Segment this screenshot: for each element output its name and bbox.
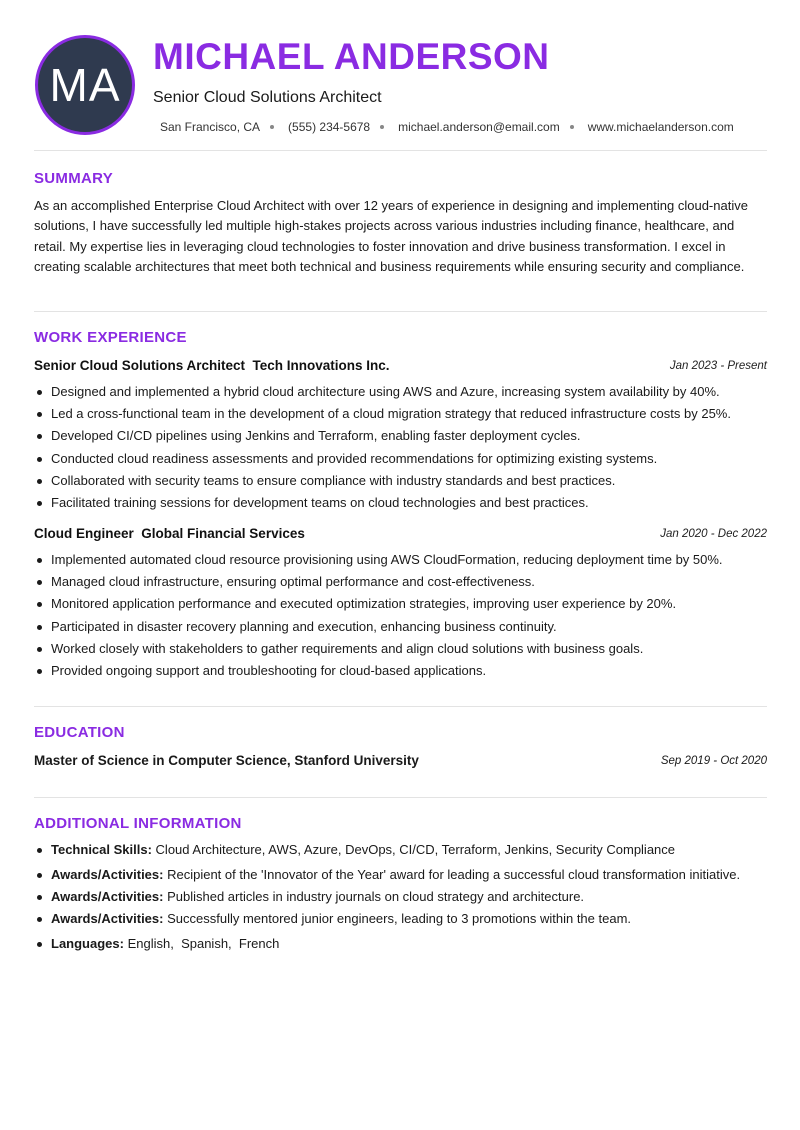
- list-item: Conducted cloud readiness assessments and provided recommendations for optimizing existing systems.: [34, 448, 774, 470]
- list-item: Developed CI/CD pipelines using Jenkins and Terraform, enabling faster deployment cycles.: [34, 425, 774, 447]
- info-value: Cloud Architecture, AWS, Azure, DevOps, CI/CD, Terraform, Jenkins, Security Compliance: [155, 842, 676, 857]
- list-item: Provided ongoing support and troubleshooting for cloud-based applications.: [34, 660, 774, 682]
- education-heading: EDUCATION: [34, 724, 125, 741]
- list-item: [34, 889, 774, 911]
- candidate-name: MICHAEL ANDERSON: [153, 36, 550, 77]
- candidate-title: Senior Cloud Solutions Architect: [153, 89, 382, 106]
- additional-heading: ADDITIONAL INFORMATION: [34, 815, 242, 832]
- job-title: [34, 526, 305, 541]
- list-item: Monitored application performance and executed optimization strategies, improving user experience by 20%.: [34, 593, 774, 615]
- list-item: [34, 867, 774, 889]
- divider: [34, 311, 767, 312]
- info-label: Technical Skills:: [51, 842, 152, 857]
- contact-phone[interactable]: (555) 234-5678: [288, 120, 371, 134]
- list-item: Worked closely with stakeholders to gather requirements and align cloud solutions with business goals.: [34, 638, 774, 660]
- contact-location: San Francisco, CA: [160, 120, 261, 134]
- list-item: Led a cross-functional team in the development of a cloud migration strategy that reduced infrastructure costs by 25%.: [34, 403, 774, 425]
- info-value: Successfully mentored junior engineers, leading to 3 promotions within the team.: [167, 911, 632, 926]
- job-dates: Jan 2020 - Dec 2022: [660, 528, 767, 540]
- separator-dot: [570, 125, 574, 129]
- divider: [34, 150, 767, 151]
- list-item: [34, 936, 774, 958]
- contact-website[interactable]: www.michaelanderson.com: [587, 120, 734, 134]
- info-label: Awards/Activities:: [51, 911, 164, 926]
- job-title: [34, 358, 390, 373]
- list-item: Implemented automated cloud resource provisioning using AWS CloudFormation, reducing deployment time by 50%.: [34, 549, 774, 571]
- list-item: [34, 911, 774, 936]
- summary-text: As an accomplished Enterprise Cloud Architect with over 12 years of experience in designing and implementing cloud-native solutions, I have successfully led multiple high-stakes projects across various industries including finance, healthcare, and retail. My expertise lies in leveraging cloud technologies to foster innovation and drive business transformation. I excel in creating scalable architectures that meet both technical and business requirements while ensuring security and compliance.: [34, 198, 748, 275]
- list-item: Designed and implemented a hybrid cloud architecture using AWS and Azure, increasing system availability by 40%.: [34, 381, 774, 403]
- list-item: Collaborated with security teams to ensure compliance with industry standards and best practices.: [34, 470, 774, 492]
- separator-dot: [380, 125, 384, 129]
- contact-bar: [160, 120, 734, 134]
- avatar-initials: MA: [49, 59, 121, 111]
- list-item: [34, 842, 774, 867]
- job-header: [34, 358, 767, 376]
- divider: [34, 797, 767, 798]
- education-dates: Sep 2019 - Oct 2020: [660, 755, 767, 767]
- job-bullets: [34, 549, 774, 682]
- list-item: Participated in disaster recovery planning and execution, enhancing business continuity.: [34, 616, 774, 638]
- divider: [34, 706, 767, 707]
- info-value: English, Spanish, French: [127, 936, 280, 951]
- job-role: Senior Cloud Solutions Architect: [34, 358, 246, 373]
- job-role: Cloud Engineer: [34, 526, 134, 541]
- info-label: Languages:: [51, 936, 124, 951]
- job-bullets: [34, 381, 774, 514]
- info-label: Awards/Activities:: [51, 867, 164, 882]
- list-item: Managed cloud infrastructure, ensuring optimal performance and cost-effectiveness.: [34, 571, 774, 593]
- info-value: Recipient of the 'Innovator of the Year' award for leading a successful cloud transformation initiative.: [167, 867, 741, 882]
- job-company: Global Financial Services: [141, 526, 305, 541]
- job-dates: Jan 2023 - Present: [669, 360, 767, 372]
- education-degree: Master of Science in Computer Science, Stanford University: [34, 753, 419, 768]
- info-value: Published articles in industry journals on cloud strategy and architecture.: [167, 889, 585, 904]
- contact-email[interactable]: michael.anderson@email.com: [398, 120, 560, 134]
- summary-heading: SUMMARY: [34, 170, 114, 187]
- info-label: Awards/Activities:: [51, 889, 164, 904]
- job-company: Tech Innovations Inc.: [252, 358, 390, 373]
- additional-list: [34, 842, 774, 958]
- job-header: [34, 526, 767, 544]
- separator-dot: [270, 125, 274, 129]
- list-item: Facilitated training sessions for development teams on cloud technologies and best practices.: [34, 492, 774, 514]
- education-entry: [34, 753, 767, 771]
- avatar: [35, 35, 135, 135]
- experience-heading: WORK EXPERIENCE: [34, 329, 187, 346]
